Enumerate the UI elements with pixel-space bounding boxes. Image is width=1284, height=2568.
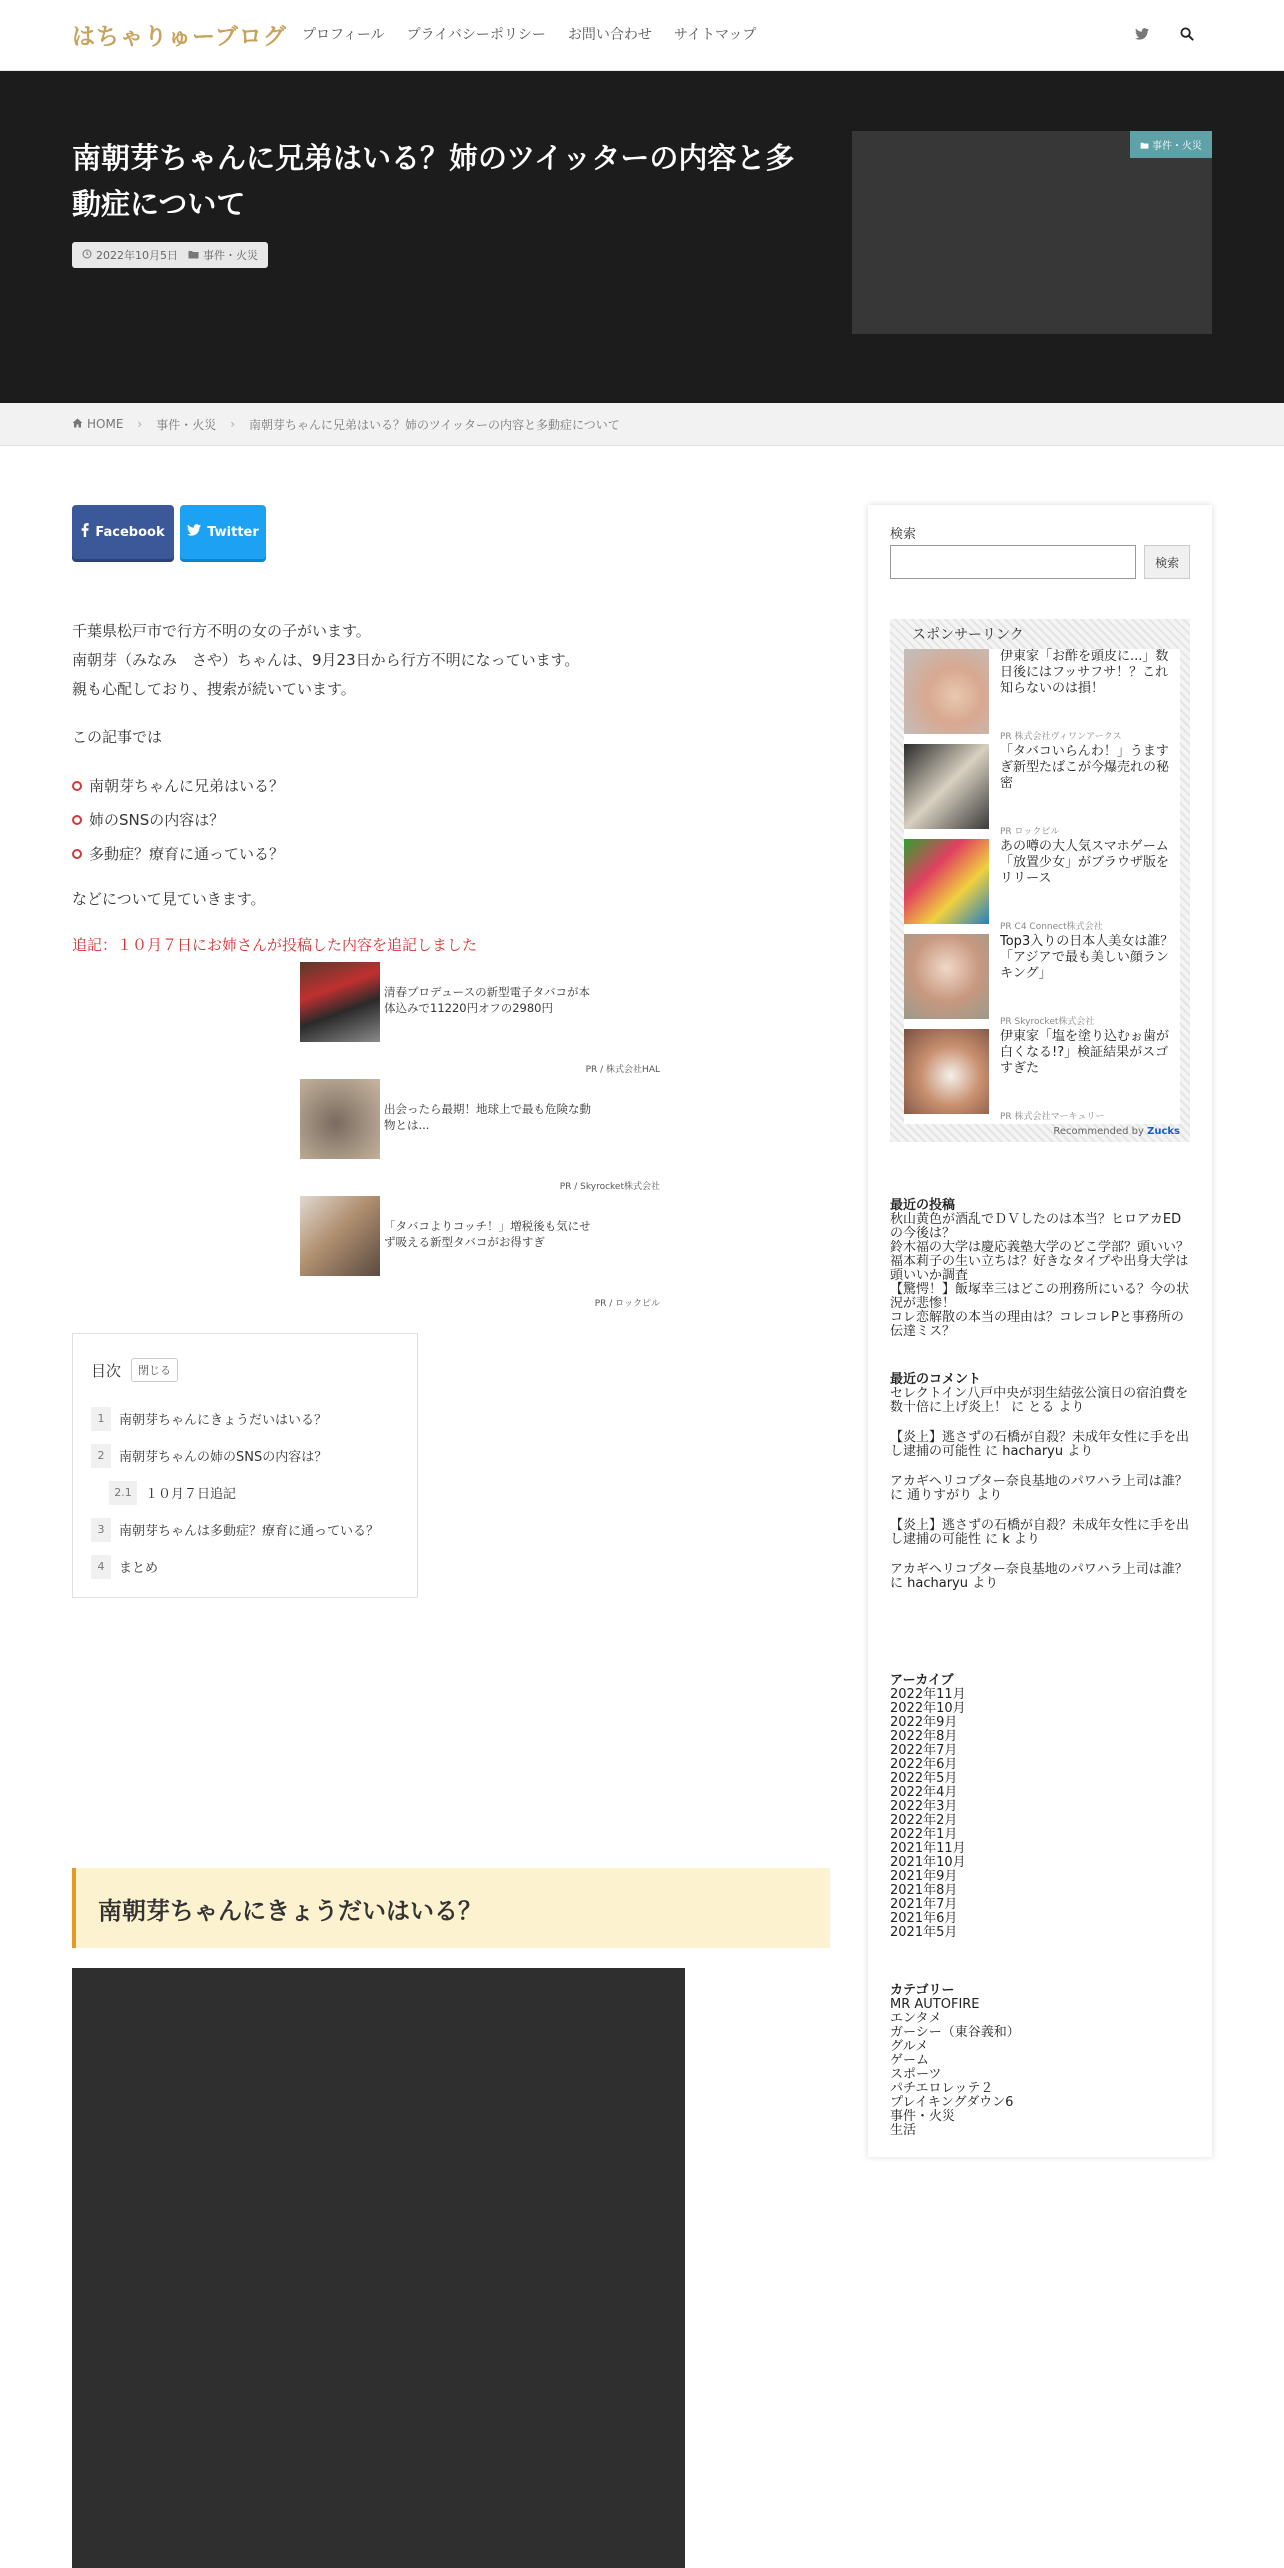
recent-comment[interactable]: アカギヘリコプター奈良基地のパワハラ上司は誰？ に 通りすがり より xyxy=(890,1474,1188,1503)
archive-link[interactable]: 2021年6月 xyxy=(890,1911,958,1926)
category-link[interactable]: スポーツ xyxy=(890,2067,942,2082)
ad-item[interactable] xyxy=(300,1079,660,1196)
archive-link[interactable]: 2022年2月 xyxy=(890,1813,958,1828)
lead-paragraph: この記事では xyxy=(72,728,163,746)
ad-text: 出会ったら最期！地球上で最も危険な動物とは... xyxy=(384,1102,591,1132)
circle-bullet-icon xyxy=(72,815,82,825)
archive-link[interactable]: 2022年9月 xyxy=(890,1715,958,1730)
sponsor-text: 「タバコいらんわ！」うますぎ新型たばこが今爆売れの秘密 xyxy=(1000,744,1170,791)
recent-posts-title: 最近の投稿 xyxy=(890,1198,956,1213)
ad-source: PR / 株式会社HAL xyxy=(585,1065,660,1075)
archives-title: アーカイブ xyxy=(890,1673,954,1688)
toc-label: 南朝芽ちゃんの姉のSNSの内容は？ xyxy=(119,1450,328,1465)
sponsor-image xyxy=(904,839,989,924)
archive-link[interactable]: 2022年4月 xyxy=(890,1785,958,1800)
toc-number: 1 xyxy=(91,1407,111,1431)
recent-comments-title: 最近のコメント xyxy=(890,1372,982,1387)
nav-item-profile[interactable]: プロフィール xyxy=(302,27,385,43)
clock-icon xyxy=(82,249,92,262)
nav-item-privacy-policy[interactable]: プライバシーポリシー xyxy=(406,27,546,43)
table-of-contents xyxy=(72,1333,418,1598)
sidebar-inner xyxy=(890,523,1190,2138)
ad-source: PR / Skyrocket株式会社 xyxy=(559,1182,660,1192)
category-badge[interactable] xyxy=(1130,131,1212,158)
toc-header xyxy=(91,1358,399,1382)
topic-list xyxy=(72,769,284,871)
recent-posts-widget xyxy=(890,1199,1190,1339)
facebook-icon xyxy=(81,523,89,541)
archive-link[interactable]: 2022年3月 xyxy=(890,1799,958,1814)
recommended-by[interactable] xyxy=(1053,1126,1180,1137)
sponsor-text: 伊東家「塩を塗り込むぉ歯が白くなる!?」検証結果がスゴすぎた xyxy=(1000,1029,1170,1076)
ad-item[interactable] xyxy=(300,962,660,1079)
chevron-right-icon: › xyxy=(137,417,143,431)
article-category[interactable]: 事件・火災 xyxy=(203,249,258,262)
toc-item[interactable] xyxy=(91,1548,399,1585)
sponsor-image xyxy=(904,744,989,829)
article-date: 2022年10月5日 xyxy=(96,249,178,262)
recent-comment[interactable]: 【炎上】逃さずの石橋が自殺？未成年女性に手を出し逮捕の可能性 に k より xyxy=(890,1518,1190,1547)
toc-subitem[interactable] xyxy=(91,1474,399,1511)
sponsor-item[interactable] xyxy=(904,839,1180,934)
chevron-right-icon: › xyxy=(230,417,236,431)
archive-link[interactable]: 2022年6月 xyxy=(890,1757,958,1772)
folder-icon xyxy=(188,249,199,262)
toc-item[interactable] xyxy=(91,1437,399,1474)
sponsor-image xyxy=(904,934,989,1019)
toc-number: 3 xyxy=(91,1518,111,1542)
sponsor-source: PR 株式会社マーキュリー xyxy=(1000,1112,1105,1122)
list-item-label: 姉のSNSの内容は？ xyxy=(89,811,225,829)
article-hero xyxy=(0,71,1284,403)
toc-label: 南朝芽ちゃんにきょうだいはいる？ xyxy=(119,1413,328,1428)
recent-comment[interactable]: 【炎上】逃さずの石橋が自殺？未成年女性に手を出し逮捕の可能性 に hacharyu より xyxy=(890,1430,1190,1459)
list-item xyxy=(72,769,284,803)
intro-line: 南朝芽（みなみ さや）ちゃんは、9月23日から行方不明になっています。 xyxy=(72,651,580,669)
featured-image xyxy=(852,131,1212,334)
archives-list xyxy=(890,1688,1190,1940)
archive-link[interactable]: 2022年10月 xyxy=(890,1701,966,1716)
search-form xyxy=(890,545,1190,579)
article-image xyxy=(72,1968,685,2568)
recent-comments-widget xyxy=(890,1373,1190,1607)
ad-widget xyxy=(300,962,660,1313)
toc-close-button[interactable]: 閉じる xyxy=(131,1358,178,1382)
breadcrumb-category[interactable]: 事件・火災 xyxy=(156,417,217,432)
categories-widget xyxy=(890,1984,1190,2138)
site-header xyxy=(0,0,1284,71)
list-item-label: 多動症？療育に通っている？ xyxy=(89,845,285,863)
list-item xyxy=(72,803,284,837)
archive-link[interactable]: 2022年1月 xyxy=(890,1827,958,1842)
recent-posts-list xyxy=(890,1213,1190,1339)
ad-image xyxy=(300,962,380,1042)
sponsor-text: 伊東家「お酢を頭皮に...」数日後にはフッサフサ！？これ知らないのは損！ xyxy=(1000,649,1169,696)
twitter-share-label: Twitter xyxy=(207,524,259,540)
search-label: 検索 xyxy=(890,527,917,542)
category-link[interactable]: ゲーム xyxy=(890,2053,930,2068)
article-title: 南朝芽ちゃんに兄弟はいる？姉のツイッターの内容と多動症について xyxy=(72,141,795,221)
breadcrumb-home[interactable]: HOME xyxy=(87,417,124,431)
toc-number: 2.1 xyxy=(109,1481,137,1505)
category-link[interactable]: グルメ xyxy=(890,2039,929,2054)
twitter-icon xyxy=(187,524,201,540)
search-button[interactable]: 検索 xyxy=(1144,545,1190,579)
sponsor-title: スポンサーリンク xyxy=(912,627,1024,643)
recent-comment[interactable]: アカギヘリコプター奈良基地のパワハラ上司は誰？ に hacharyu より xyxy=(890,1562,1188,1591)
breadcrumb-current: 南朝芽ちゃんに兄弟はいる？姉のツイッターの内容と多動症について xyxy=(249,417,620,432)
category-link[interactable]: MR AUTOFIRE xyxy=(890,1997,980,2012)
article-body xyxy=(72,505,830,1925)
twitter-icon[interactable] xyxy=(1130,22,1154,46)
ad-image xyxy=(300,1196,380,1276)
breadcrumb xyxy=(0,403,1284,446)
archive-link[interactable]: 2021年7月 xyxy=(890,1897,958,1912)
list-item-label: 南朝芽ちゃんに兄弟はいる？ xyxy=(89,777,285,795)
toc-label: １０月７日追記 xyxy=(145,1487,237,1502)
categories-title: カテゴリー xyxy=(890,1983,955,1998)
recent-post-link[interactable]: 福本莉子の生い立ちは？好きなタイプや出身大学は頭いいか調査 xyxy=(890,1254,1189,1283)
category-link[interactable]: プレイキングダウン6 xyxy=(890,2095,1014,2110)
intro-line: 親も心配しており、捜索が続いています。 xyxy=(72,680,356,698)
archive-link[interactable]: 2022年7月 xyxy=(890,1743,958,1758)
circle-bullet-icon xyxy=(72,781,82,791)
archive-link[interactable]: 2022年5月 xyxy=(890,1771,958,1786)
main-nav xyxy=(302,24,778,44)
sponsor-image xyxy=(904,1029,989,1114)
toc-item[interactable] xyxy=(91,1400,399,1437)
sponsor-item[interactable] xyxy=(904,744,1180,839)
ad-text: 「タバコよりコッチ！」増税後も気にせず吸える新型タバコがお得すぎ xyxy=(384,1219,591,1249)
archive-link[interactable]: 2021年9月 xyxy=(890,1869,958,1884)
sponsor-item[interactable] xyxy=(904,934,1180,1029)
toc-number: 2 xyxy=(91,1444,111,1468)
recent-comment[interactable]: セレクトイン八戸中央が羽生結弦公演日の宿泊費を数十倍に上げ炎上！ に とる より xyxy=(890,1386,1189,1415)
toc-list xyxy=(91,1400,399,1585)
archive-link[interactable]: 2021年8月 xyxy=(890,1883,958,1898)
intro-paragraph xyxy=(72,617,579,704)
list-item xyxy=(72,837,284,871)
recent-post-link[interactable]: コレ恋解散の本当の理由は？コレコレPと事務所の伝達ミス？ xyxy=(890,1310,1184,1339)
category-link[interactable]: パチエロレッテ２ xyxy=(890,2081,994,2096)
archive-link[interactable]: 2021年5月 xyxy=(890,1925,958,1940)
archives-widget xyxy=(890,1674,1190,1940)
ad-image xyxy=(300,1079,380,1159)
sponsor-source: PR C4 Connect株式会社 xyxy=(1000,922,1103,932)
sponsor-text: あの噂の大人気スマホゲーム「放置少女」がブラウザ版をリリース xyxy=(1000,839,1170,886)
search-input[interactable] xyxy=(890,545,1136,579)
toc-number: 4 xyxy=(91,1555,111,1579)
sponsor-source: PR Skyrocket株式会社 xyxy=(1000,1017,1095,1027)
recommended-label: Recommended by xyxy=(1053,1126,1144,1137)
sidebar xyxy=(868,505,1212,2157)
article-meta xyxy=(72,242,268,268)
archive-link[interactable]: 2021年11月 xyxy=(890,1841,966,1856)
sponsor-item[interactable] xyxy=(904,649,1180,744)
sponsored-links-widget xyxy=(890,619,1190,1142)
archive-link[interactable]: 2022年8月 xyxy=(890,1729,958,1744)
search-icon[interactable] xyxy=(1175,22,1199,46)
recent-post-link[interactable]: 秋山黄色が酒乱でＤＶしたのは本当？ヒロアカEDの今後は？ xyxy=(890,1212,1182,1241)
category-link[interactable]: 生活 xyxy=(890,2123,917,2138)
category-link[interactable]: 事件・火災 xyxy=(890,2109,956,2124)
toc-label: 南朝芽ちゃんは多動症？療育に通っている？ xyxy=(119,1524,380,1539)
ad-text: 清春プロデュースの新型電子タバコが本体込みで11220円オフの2980円 xyxy=(384,985,590,1015)
recent-post-link[interactable]: 【驚愕！】飯塚幸三はどこの刑務所にいる？今の状況が悲惨！ xyxy=(890,1282,1190,1311)
circle-bullet-icon xyxy=(72,849,82,859)
toc-label: まとめ xyxy=(119,1561,159,1576)
sponsor-source: PR 株式会社ヴィワンアークス xyxy=(1000,732,1122,742)
ad-source: PR / ロックピル xyxy=(594,1299,660,1309)
category-link[interactable]: ガーシー（東谷義和） xyxy=(890,2025,1020,2040)
ad-item[interactable] xyxy=(300,1196,660,1313)
sponsor-source: PR ロックピル xyxy=(1000,827,1060,837)
home-icon xyxy=(72,417,83,431)
sponsor-item[interactable] xyxy=(904,1029,1180,1124)
facebook-share-label: Facebook xyxy=(95,524,165,540)
update-notice: 追記：１０月７日にお姉さんが投稿した内容を追記しました xyxy=(72,936,478,954)
zucks-logo: Zucks xyxy=(1147,1126,1180,1137)
nav-item-contact[interactable]: お問い合わせ xyxy=(567,27,652,43)
categories-list xyxy=(890,1998,1190,2138)
toc-item[interactable] xyxy=(91,1511,399,1548)
section-heading: 南朝芽ちゃんにきょうだいはいる？ xyxy=(72,1868,830,1948)
twitter-share-button[interactable] xyxy=(180,505,266,559)
toc-title: 目次 xyxy=(91,1361,122,1380)
facebook-share-button[interactable] xyxy=(72,505,174,559)
closing-paragraph: などについて見ていきます。 xyxy=(72,890,266,908)
nav-item-sitemap[interactable]: サイトマップ xyxy=(673,27,757,43)
site-logo[interactable]: はちゃりゅーブログ xyxy=(72,23,287,50)
category-badge-label: 事件・火災 xyxy=(1152,141,1202,152)
intro-line: 千葉県松戸市で行方不明の女の子がいます。 xyxy=(72,622,371,640)
archive-link[interactable]: 2022年11月 xyxy=(890,1687,966,1702)
archive-link[interactable]: 2021年10月 xyxy=(890,1855,966,1870)
recent-post-link[interactable]: 鈴木福の大学は慶応義塾大学のどこ学部？頭いい？ xyxy=(890,1240,1190,1255)
sponsor-image xyxy=(904,649,989,734)
category-link[interactable]: エンタメ xyxy=(890,2011,942,2026)
share-buttons xyxy=(72,505,830,559)
sponsor-text: Top3入りの日本人美女は誰？「アジアで最も美しい顔ランキング」 xyxy=(1000,934,1174,981)
